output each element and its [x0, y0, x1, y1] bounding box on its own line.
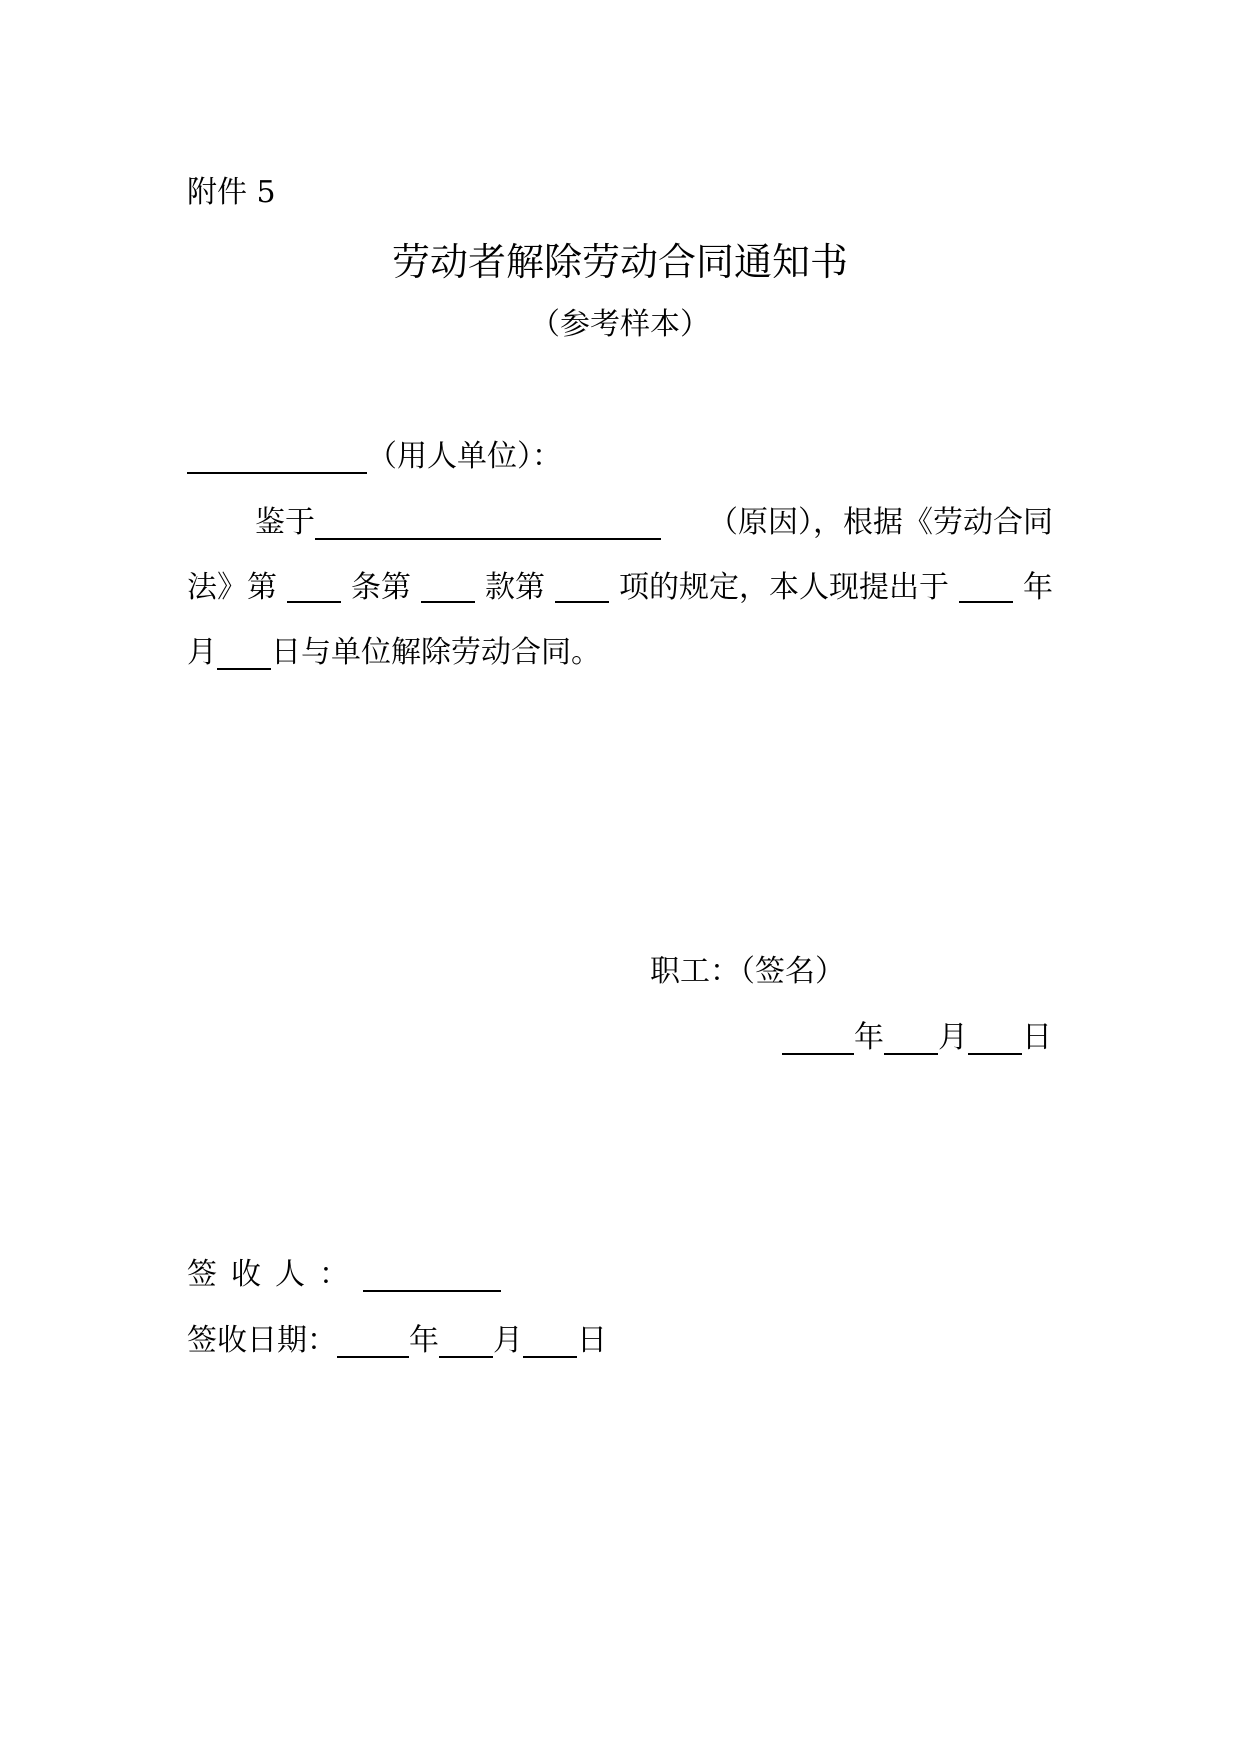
receiver-label: 签收人：: [187, 1257, 363, 1292]
receipt-date-label: 签收日期：: [187, 1323, 337, 1358]
employee-signature-label: 职工：（签名）: [650, 954, 845, 989]
notice-text: 鉴于: [255, 505, 315, 540]
clause-blank[interactable]: [421, 567, 475, 603]
receiver-line: [187, 1254, 501, 1296]
notice-line-1: [187, 502, 1053, 544]
reason-blank[interactable]: [315, 504, 661, 540]
document-subtitle: （参考样本）: [530, 307, 710, 342]
notice-text: 法》第: [187, 570, 277, 605]
notice-text: 项的规定，本人现提出于: [619, 570, 949, 605]
receipt-month-blank[interactable]: [439, 1322, 493, 1358]
item-blank[interactable]: [555, 567, 609, 603]
day-label: 日: [1022, 1020, 1052, 1055]
notice-text: 条第: [351, 570, 411, 605]
notice-text: 日与单位解除劳动合同。: [271, 635, 601, 670]
employer-name-blank[interactable]: [187, 438, 367, 474]
notice-line-2: [187, 567, 1053, 609]
receipt-year-blank[interactable]: [337, 1322, 409, 1358]
employee-month-blank[interactable]: [884, 1019, 938, 1055]
notice-line-3: [187, 632, 601, 674]
attachment-label: 附件 5: [187, 175, 276, 210]
termination-year-blank[interactable]: [959, 567, 1013, 603]
termination-day-blank[interactable]: [217, 634, 271, 670]
receipt-day-blank[interactable]: [523, 1322, 577, 1358]
notice-text: 年: [1023, 570, 1053, 605]
document-title: 劳动者解除劳动合同通知书: [391, 240, 848, 284]
year-label: 年: [854, 1020, 884, 1055]
month-label: 月: [493, 1323, 523, 1358]
article-blank[interactable]: [287, 567, 341, 603]
receipt-date-line: [187, 1320, 607, 1362]
year-label: 年: [409, 1323, 439, 1358]
receiver-blank[interactable]: [363, 1256, 501, 1292]
notice-text: 月: [187, 635, 217, 670]
notice-text: （原因），根据《劳动合同: [708, 505, 1053, 540]
employee-date-line: [782, 1017, 1052, 1059]
month-label: 月: [938, 1020, 968, 1055]
employee-day-blank[interactable]: [968, 1019, 1022, 1055]
addressee-suffix: （用人单位）：: [367, 439, 562, 474]
addressee-line: [187, 436, 562, 478]
notice-text: 款第: [485, 570, 545, 605]
employee-year-blank[interactable]: [782, 1019, 854, 1055]
day-label: 日: [577, 1323, 607, 1358]
